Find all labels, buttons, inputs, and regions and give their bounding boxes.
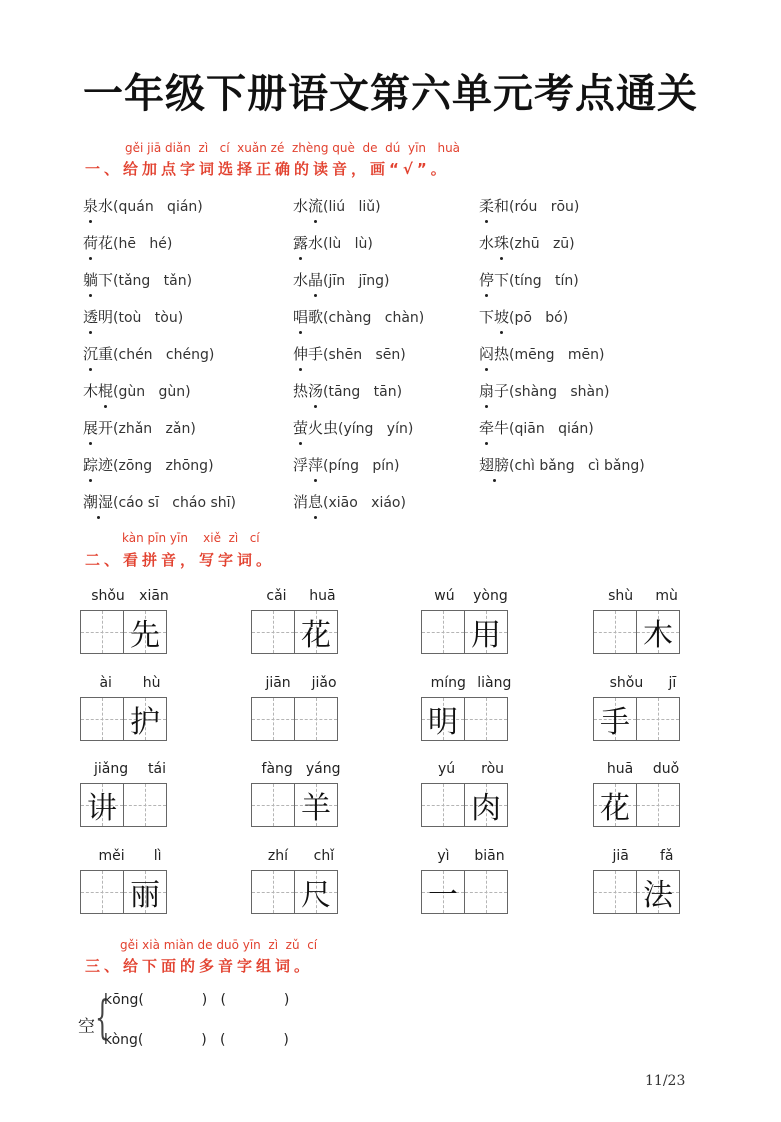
tian-zi-box[interactable] — [421, 870, 465, 914]
pinyin-choice-item[interactable] — [293, 454, 400, 475]
word: 歌 — [308, 308, 324, 326]
box-character: 法 — [643, 878, 673, 913]
pinyin-choice-item[interactable] — [293, 417, 413, 438]
pinyin-label: hù — [142, 675, 161, 691]
pinyin-label: ròu — [481, 761, 505, 777]
pinyin-choice-item[interactable] — [479, 380, 609, 401]
pinyin-choice-item[interactable] — [479, 306, 568, 327]
dotted-word: 躺 — [83, 271, 99, 289]
tian-zi-box[interactable] — [80, 610, 124, 654]
pinyin-label: jī — [668, 675, 677, 691]
pinyin-options: (mēng mēn) — [509, 347, 605, 363]
pinyin-label: fǎ — [659, 848, 674, 864]
writing-grid — [421, 761, 521, 827]
tian-zi-box[interactable] — [464, 697, 508, 741]
tian-zi-box[interactable] — [464, 870, 508, 914]
writing-grid — [421, 588, 521, 654]
tian-zi-box[interactable] — [123, 783, 167, 827]
writing-grid — [421, 675, 521, 741]
pinyin-options: (píng pín) — [323, 458, 400, 474]
pinyin-label: huā — [309, 588, 336, 604]
pinyin-options: (chì bǎng cì bǎng) — [509, 458, 645, 474]
pinyin-label: yáng — [305, 761, 341, 777]
writing-grid — [421, 848, 521, 914]
dotted-word: 柔 — [479, 197, 495, 215]
dotted-word: 汤 — [308, 382, 324, 400]
word: 热 — [293, 382, 309, 400]
writing-grid — [80, 848, 180, 914]
polyphone-row-2[interactable]: kòng( ) ( ) — [104, 1032, 289, 1048]
pinyin-options: (qiān qián) — [509, 421, 594, 437]
dotted-word: 伸 — [293, 345, 309, 363]
tian-zi-box[interactable] — [251, 783, 295, 827]
word: 消 — [293, 493, 309, 511]
dotted-word: 牵 — [479, 419, 495, 437]
word: 下 — [479, 308, 495, 326]
pinyin-choice-item[interactable] — [293, 269, 390, 290]
writing-grid — [251, 588, 351, 654]
pinyin-choice-item[interactable] — [479, 417, 594, 438]
writing-grid — [593, 588, 693, 654]
section3-pinyin: gěi xià miàn de duō yīn zì zǔ cí — [120, 938, 318, 952]
pinyin-choice-item[interactable] — [83, 380, 191, 401]
page-number: 11/23 — [645, 1073, 686, 1089]
pinyin-options: (tíng tín) — [509, 273, 579, 289]
word: 子 — [494, 382, 510, 400]
tian-zi-box[interactable] — [421, 610, 465, 654]
polyphone-char: 空 — [78, 1017, 95, 1037]
word: 热 — [494, 345, 510, 363]
polyphone-row-1[interactable]: kōng( ) ( ) — [104, 992, 290, 1008]
pinyin-options: (chàng chàn) — [323, 310, 425, 326]
word: 水 — [98, 197, 114, 215]
dotted-word: 扇 — [479, 382, 495, 400]
word: 牛 — [494, 419, 510, 437]
word: 迹 — [98, 456, 114, 474]
pinyin-options: (pō bó) — [509, 310, 569, 326]
polyphone-exercise — [78, 990, 378, 1060]
dotted-word: 踪 — [83, 456, 99, 474]
tian-zi-box[interactable] — [123, 697, 167, 741]
pinyin-label: zhí — [267, 848, 288, 864]
pinyin-choice-item[interactable] — [293, 232, 373, 253]
dotted-word: 泉 — [83, 197, 99, 215]
pinyin-options: (cáo sī cháo shī) — [113, 495, 236, 511]
pinyin-choice-item[interactable] — [83, 454, 214, 475]
pinyin-label: jiǎng — [93, 761, 129, 777]
pinyin-options: (chén chéng) — [113, 347, 215, 363]
section2-pinyin: kàn pīn yīn xiě zì cí — [122, 531, 260, 545]
writing-grid — [251, 761, 351, 827]
pinyin-choice-item[interactable] — [293, 491, 406, 512]
tian-zi-box[interactable] — [123, 870, 167, 914]
pinyin-label: jiān — [265, 675, 291, 691]
box-character: 手 — [600, 705, 630, 740]
pinyin-label: yì — [437, 848, 450, 864]
dotted-word: 息 — [308, 493, 324, 511]
writing-grid — [593, 675, 693, 741]
pinyin-choice-item[interactable] — [83, 491, 236, 512]
tian-zi-box[interactable] — [421, 697, 465, 741]
tian-zi-box[interactable] — [636, 610, 680, 654]
dotted-word: 沉 — [83, 345, 99, 363]
pinyin-choice-item[interactable] — [293, 306, 424, 327]
box-character: 一 — [428, 878, 458, 913]
pinyin-label: shù — [608, 588, 634, 604]
tian-zi-box[interactable] — [294, 697, 338, 741]
dotted-word: 唱 — [293, 308, 309, 326]
pinyin-label: mù — [655, 588, 678, 604]
writing-grid — [593, 848, 693, 914]
box-character: 木 — [643, 618, 673, 653]
pinyin-label: yòng — [473, 588, 508, 604]
pinyin-label: cǎi — [266, 588, 287, 604]
tian-zi-box[interactable] — [294, 610, 338, 654]
pinyin-label: míng — [430, 675, 466, 691]
word: 水 — [479, 234, 495, 252]
dotted-word: 荷 — [83, 234, 99, 252]
pinyin-options: (hē hé) — [113, 236, 173, 252]
word: 花 — [98, 234, 114, 252]
pinyin-choice-item[interactable] — [83, 195, 203, 216]
page-title: 一年级下册语文第六单元考点通关 — [83, 71, 698, 117]
pinyin-label: měi — [98, 848, 125, 864]
pinyin-options: (gùn gùn) — [113, 384, 191, 400]
pinyin-choice-item[interactable] — [83, 306, 183, 327]
box-character: 花 — [600, 791, 630, 826]
pinyin-label: jiǎo — [311, 675, 337, 691]
pinyin-label: ài — [99, 675, 112, 691]
pinyin-choice-item[interactable] — [83, 269, 192, 290]
dotted-word: 透 — [83, 308, 99, 326]
pinyin-options: (jīn jīng) — [323, 273, 390, 289]
word: 明 — [98, 308, 114, 326]
pinyin-label: wú — [434, 588, 455, 604]
tian-zi-box[interactable] — [593, 870, 637, 914]
tian-zi-box[interactable] — [636, 783, 680, 827]
pinyin-label: lì — [153, 848, 162, 864]
pinyin-options: (yíng yín) — [338, 421, 414, 437]
word: 浮 — [293, 456, 309, 474]
tian-zi-box[interactable] — [123, 610, 167, 654]
word: 水 — [293, 271, 309, 289]
tian-zi-box[interactable] — [464, 610, 508, 654]
tian-zi-box[interactable] — [636, 697, 680, 741]
box-character: 肉 — [471, 791, 501, 826]
pinyin-choice-item[interactable] — [83, 232, 172, 253]
word: 下 — [494, 271, 510, 289]
word: 水 — [293, 197, 309, 215]
tian-zi-box[interactable] — [464, 783, 508, 827]
tian-zi-box[interactable] — [251, 610, 295, 654]
pinyin-label: yú — [437, 761, 456, 777]
pinyin-label: huā — [606, 761, 634, 777]
section3-heading: 三、给下面的多音字组词。 — [85, 957, 314, 975]
box-character: 用 — [471, 618, 501, 653]
word: 下 — [98, 271, 114, 289]
brace: { — [95, 990, 110, 1044]
pinyin-choice-item[interactable] — [83, 417, 196, 438]
word: 水 — [308, 234, 324, 252]
tian-zi-box[interactable] — [593, 697, 637, 741]
dotted-word: 展 — [83, 419, 99, 437]
section2-heading: 二、看拼音，写字词。 — [85, 551, 276, 569]
pinyin-choice-item[interactable] — [479, 195, 579, 216]
dotted-word: 晶 — [308, 271, 324, 289]
dotted-word: 闷 — [479, 345, 495, 363]
box-character: 羊 — [301, 791, 331, 826]
dotted-word: 露 — [293, 234, 309, 252]
pinyin-label: shǒu — [609, 675, 644, 691]
pinyin-options: (liú liǔ) — [323, 199, 381, 215]
word: 木 — [83, 382, 99, 400]
tian-zi-box[interactable] — [294, 783, 338, 827]
pinyin-options: (xiāo xiáo) — [323, 495, 406, 511]
pinyin-choice-item[interactable] — [479, 232, 575, 253]
writing-grid — [593, 761, 693, 827]
pinyin-options: (róu rōu) — [509, 199, 580, 215]
word: 手 — [308, 345, 324, 363]
box-character: 护 — [130, 705, 160, 740]
box-character: 花 — [301, 618, 331, 653]
pinyin-label: liàng — [477, 675, 512, 691]
pinyin-label: biān — [474, 848, 505, 864]
word: 重 — [98, 345, 114, 363]
dotted-word: 萍 — [308, 456, 324, 474]
pinyin-label: duǒ — [652, 761, 680, 777]
tian-zi-box[interactable] — [421, 783, 465, 827]
pinyin-choice-item[interactable] — [479, 343, 604, 364]
dotted-word: 潮湿 — [83, 493, 114, 511]
section1-pinyin: gěi jiā diǎn zì cí xuǎn zé zhèng què de dú yīn huà — [125, 141, 461, 155]
box-character: 尺 — [301, 878, 331, 913]
pinyin-options: (shēn sēn) — [323, 347, 406, 363]
box-character: 明 — [428, 705, 458, 740]
pinyin-options: (lù lù) — [323, 236, 373, 252]
dotted-word: 棍 — [98, 382, 114, 400]
writing-grid — [80, 588, 180, 654]
dotted-word: 珠 — [494, 234, 510, 252]
pinyin-choice-item[interactable] — [479, 454, 645, 475]
pinyin-choice-item[interactable] — [293, 380, 402, 401]
pinyin-options: (tāng tān) — [323, 384, 403, 400]
tian-zi-box[interactable] — [636, 870, 680, 914]
dotted-word: 翅膀 — [479, 456, 510, 474]
dotted-word: 坡 — [494, 308, 510, 326]
pinyin-choice-item[interactable] — [83, 343, 214, 364]
tian-zi-box[interactable] — [251, 870, 295, 914]
writing-grid — [251, 675, 351, 741]
dotted-word: 萤 — [293, 419, 309, 437]
box-character: 讲 — [87, 791, 117, 826]
writing-grid — [80, 761, 180, 827]
tian-zi-box[interactable] — [593, 610, 637, 654]
tian-zi-box[interactable] — [251, 697, 295, 741]
pinyin-label: tái — [148, 761, 167, 777]
pinyin-options: (quán qián) — [113, 199, 203, 215]
writing-grid — [251, 848, 351, 914]
dotted-word: 流 — [308, 197, 324, 215]
pinyin-options: (shàng shàn) — [509, 384, 610, 400]
pinyin-choice-item[interactable] — [293, 195, 381, 216]
pinyin-label: shǒu — [91, 588, 125, 604]
pinyin-options: (tǎng tǎn) — [113, 273, 193, 289]
pinyin-label: chǐ — [313, 848, 335, 864]
pinyin-label: fàng — [261, 761, 293, 777]
tian-zi-box[interactable] — [80, 783, 124, 827]
box-character: 丽 — [130, 878, 160, 913]
tian-zi-box[interactable] — [593, 783, 637, 827]
word: 火虫 — [308, 419, 339, 437]
word: 开 — [98, 419, 114, 437]
pinyin-label: xiān — [139, 588, 169, 604]
dotted-word: 停 — [479, 271, 495, 289]
word: 和 — [494, 197, 510, 215]
tian-zi-box[interactable] — [80, 697, 124, 741]
section1-heading: 一、给加点字词选择正确的读音，画“√”。 — [85, 160, 450, 178]
pinyin-label: jiā — [612, 848, 629, 864]
pinyin-options: (zhǎn zǎn) — [113, 421, 196, 437]
pinyin-options: (zōng zhōng) — [113, 458, 214, 474]
box-character: 先 — [130, 618, 160, 653]
writing-grid — [80, 675, 180, 741]
pinyin-options: (zhū zū) — [509, 236, 575, 252]
pinyin-choice-item[interactable] — [479, 269, 579, 290]
pinyin-options: (toù tòu) — [113, 310, 184, 326]
pinyin-choice-item[interactable] — [293, 343, 406, 364]
tian-zi-box[interactable] — [294, 870, 338, 914]
tian-zi-box[interactable] — [80, 870, 124, 914]
